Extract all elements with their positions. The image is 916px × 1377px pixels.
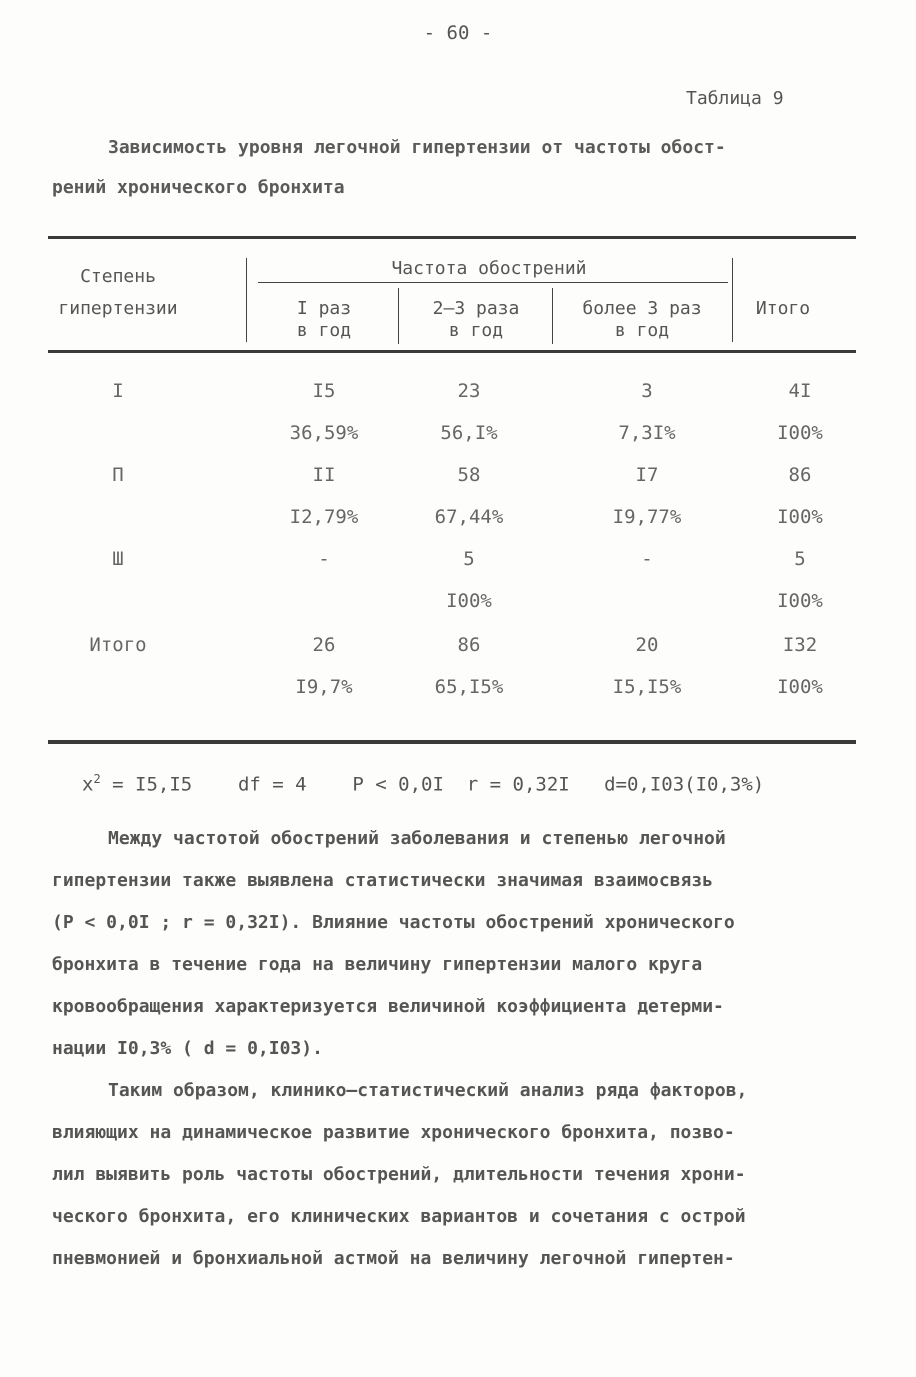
count-cell: I7 <box>635 464 659 486</box>
statistics-line <box>82 772 764 795</box>
header-divider <box>398 288 399 344</box>
count-cell: 5 <box>794 548 806 570</box>
paragraph-1 <box>52 818 864 1070</box>
header-degree-line2: гипертензии <box>58 298 178 319</box>
paragraph-line: лил выявить роль частоты обострений, длительности течения хрони- <box>52 1164 746 1185</box>
count-cell: 86 <box>788 464 812 486</box>
paragraph-line: кровообращения характеризуется величиной коэффициента детерми- <box>52 996 724 1017</box>
count-cell: - <box>641 548 653 570</box>
percent-cell: I00% <box>777 676 823 698</box>
row-label: Итого <box>89 634 147 656</box>
header-sub3-line1: более 3 раз <box>582 298 702 319</box>
header-sub2-line2: в год <box>448 320 504 341</box>
table-bottom-rule <box>48 740 856 744</box>
paragraph-line: влияющих на динамическое развитие хронического бронхита, позво- <box>52 1122 735 1143</box>
percent-cell: I00% <box>446 590 492 612</box>
count-cell: II <box>312 464 336 486</box>
paragraph-line: гипертензии также выявлена статистически значимая взаимосвязь <box>52 870 714 891</box>
percent-cell: 67,44% <box>434 506 504 528</box>
count-cell: 86 <box>457 634 481 656</box>
percent-cell: I00% <box>777 590 823 612</box>
count-cell: 23 <box>457 380 481 402</box>
count-cell: 3 <box>641 380 653 402</box>
percent-cell: 36,59% <box>289 422 359 444</box>
count-cell: I5 <box>312 380 336 402</box>
caption-line-2: рений хронического бронхита <box>52 177 345 198</box>
header-sub1 <box>254 298 394 342</box>
percent-cell: I5,I5% <box>612 676 682 698</box>
percent-cell: I9,77% <box>612 506 682 528</box>
row-label: П <box>112 464 124 486</box>
chi-square-exponent: 2 <box>93 772 101 786</box>
count-cell: 4I <box>788 380 812 402</box>
count-cell: I32 <box>782 634 818 656</box>
count-cell: - <box>318 548 330 570</box>
df-value: df = 4 <box>237 773 307 796</box>
row-label: I <box>112 380 124 402</box>
header-divider <box>552 288 553 344</box>
header-degree-line1: Степень <box>80 266 156 287</box>
percent-cell: I00% <box>777 422 823 444</box>
caption-line-1: Зависимость уровня легочной гипертензии от частоты обост- <box>108 137 726 158</box>
header-degree <box>48 266 188 320</box>
paragraph-line: (P < 0,0I ; r = 0,32I). Влияние частоты обострений хронического <box>52 912 735 933</box>
p-value: P < 0,0I <box>352 773 444 796</box>
percent-cell: I9,7% <box>295 676 353 698</box>
header-divider <box>732 258 733 342</box>
table-top-rule <box>48 236 856 239</box>
header-sub2 <box>404 298 548 342</box>
paragraph-2 <box>52 1070 864 1280</box>
header-sub2-line1: 2–3 раза <box>432 298 520 319</box>
percent-cell: I00% <box>777 506 823 528</box>
r-value: r = 0,32I <box>466 773 570 796</box>
header-sub1-line1: I раз <box>296 298 352 319</box>
table-caption <box>52 128 852 208</box>
count-cell: 58 <box>457 464 481 486</box>
percent-cell: 65,I5% <box>434 676 504 698</box>
table-label: Таблица 9 <box>686 88 784 109</box>
percent-cell: 56,I% <box>440 422 498 444</box>
chi-square-value: = I5,I5 <box>100 773 193 796</box>
header-sub3-line2: в год <box>614 320 670 341</box>
row-label: Ш <box>112 548 124 570</box>
count-cell: 20 <box>635 634 659 656</box>
paragraph-line: Между частотой обострений заболевания и степенью легочной <box>108 828 726 849</box>
header-bottom-rule <box>48 350 856 353</box>
page-number: - 60 - <box>423 22 493 44</box>
chi-square-symbol: x <box>82 773 94 796</box>
header-total: Итого <box>755 298 811 319</box>
header-sub1-line2: в год <box>296 320 352 341</box>
percent-cell: I2,79% <box>289 506 359 528</box>
count-cell: 5 <box>463 548 475 570</box>
count-cell: 26 <box>312 634 336 656</box>
d-value: d=0,I03(I0,3%) <box>604 773 765 796</box>
paragraph-line: Таким образом, клинико–статистический анализ ряда факторов, <box>108 1080 748 1101</box>
paragraph-line: нации I0,3% ( d = 0,I03). <box>52 1038 323 1059</box>
paragraph-line: бронхита в течение года на величину гипертензии малого круга <box>52 954 703 975</box>
header-group: Частота обострений <box>391 258 587 279</box>
percent-cell: 7,3I% <box>618 422 676 444</box>
paragraph-line: ческого бронхита, его клинических вариантов и сочетания с острой <box>52 1206 746 1227</box>
header-group-underline <box>258 282 728 283</box>
header-sub3 <box>556 298 728 342</box>
paragraph-line: пневмонией и бронхиальной астмой на величину легочной гипертен- <box>52 1248 735 1269</box>
